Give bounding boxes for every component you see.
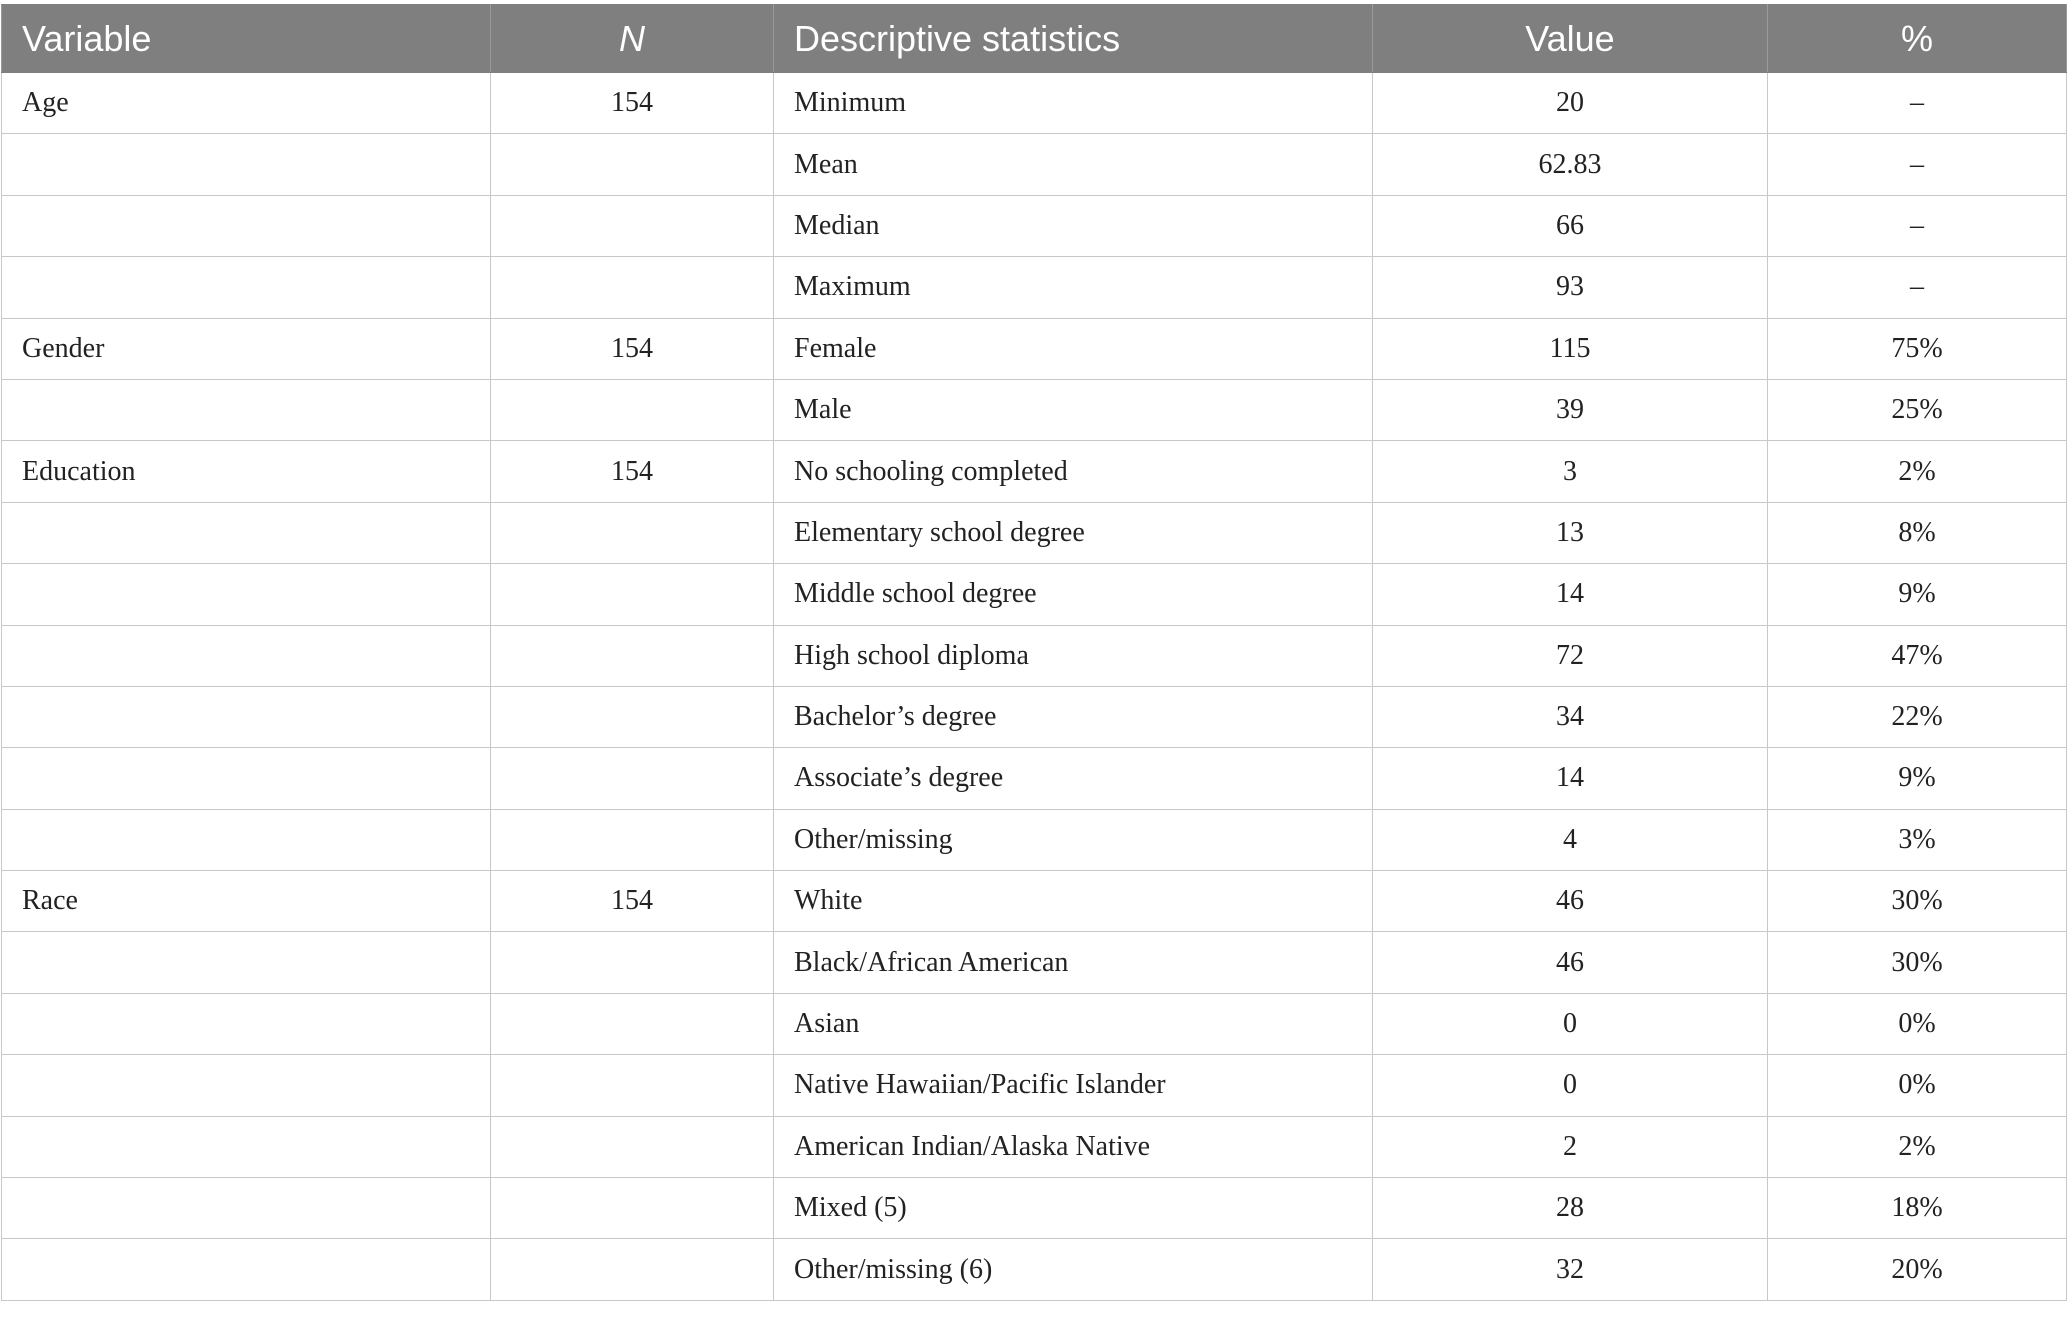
- percent-cell: 30%: [1768, 871, 2067, 932]
- percent-cell: 9%: [1768, 748, 2067, 809]
- percent-cell: 75%: [1768, 318, 2067, 379]
- percent-cell: 20%: [1768, 1239, 2067, 1300]
- n-cell: 154: [491, 441, 774, 502]
- table-row: [2, 1239, 2067, 1300]
- n-cell: [491, 1178, 774, 1239]
- value-cell: 93: [1373, 257, 1768, 318]
- statistic-cell: Other/missing (6): [774, 1239, 1373, 1300]
- table-row: [2, 502, 2067, 563]
- n-cell: [491, 1239, 774, 1300]
- table-row: [2, 134, 2067, 195]
- table-body: [2, 73, 2067, 1301]
- statistic-cell: Bachelor’s degree: [774, 686, 1373, 747]
- variable-cell: [2, 257, 491, 318]
- variable-cell: [2, 625, 491, 686]
- header-row: [2, 5, 2067, 73]
- variable-cell: [2, 195, 491, 256]
- value-cell: 0: [1373, 993, 1768, 1054]
- table-row: [2, 625, 2067, 686]
- value-cell: 14: [1373, 748, 1768, 809]
- percent-cell: 47%: [1768, 625, 2067, 686]
- descriptive-statistics-table: [1, 4, 2067, 1301]
- table-row: [2, 73, 2067, 134]
- statistic-cell: American Indian/Alaska Native: [774, 1116, 1373, 1177]
- value-cell: 66: [1373, 195, 1768, 256]
- header-value: Value: [1373, 5, 1768, 73]
- table-row: [2, 1116, 2067, 1177]
- variable-cell: [2, 993, 491, 1054]
- statistic-cell: Associate’s degree: [774, 748, 1373, 809]
- table-row: [2, 871, 2067, 932]
- variable-cell: Education: [2, 441, 491, 502]
- table-row: [2, 379, 2067, 440]
- table-row: [2, 1055, 2067, 1116]
- variable-cell: [2, 1055, 491, 1116]
- percent-cell: 0%: [1768, 1055, 2067, 1116]
- statistic-cell: Native Hawaiian/Pacific Islander: [774, 1055, 1373, 1116]
- variable-cell: [2, 502, 491, 563]
- table-row: [2, 1178, 2067, 1239]
- n-cell: [491, 932, 774, 993]
- percent-cell: 25%: [1768, 379, 2067, 440]
- percent-cell: 2%: [1768, 1116, 2067, 1177]
- n-cell: [491, 134, 774, 195]
- n-cell: [491, 1055, 774, 1116]
- n-cell: [491, 379, 774, 440]
- table-row: [2, 686, 2067, 747]
- percent-cell: –: [1768, 134, 2067, 195]
- statistic-cell: Elementary school degree: [774, 502, 1373, 563]
- percent-cell: 8%: [1768, 502, 2067, 563]
- percent-cell: 30%: [1768, 932, 2067, 993]
- table-row: [2, 195, 2067, 256]
- table-row: [2, 748, 2067, 809]
- statistic-cell: Middle school degree: [774, 564, 1373, 625]
- n-cell: [491, 625, 774, 686]
- variable-cell: [2, 748, 491, 809]
- percent-cell: 3%: [1768, 809, 2067, 870]
- variable-cell: [2, 379, 491, 440]
- statistic-cell: No schooling completed: [774, 441, 1373, 502]
- n-cell: [491, 1116, 774, 1177]
- statistic-cell: Black/African American: [774, 932, 1373, 993]
- variable-cell: [2, 809, 491, 870]
- table-row: [2, 564, 2067, 625]
- value-cell: 14: [1373, 564, 1768, 625]
- percent-cell: 18%: [1768, 1178, 2067, 1239]
- n-cell: [491, 257, 774, 318]
- variable-cell: [2, 1239, 491, 1300]
- variable-cell: [2, 564, 491, 625]
- value-cell: 2: [1373, 1116, 1768, 1177]
- value-cell: 46: [1373, 871, 1768, 932]
- value-cell: 115: [1373, 318, 1768, 379]
- table-row: [2, 993, 2067, 1054]
- value-cell: 34: [1373, 686, 1768, 747]
- header-variable: Variable: [2, 5, 491, 73]
- statistic-cell: Asian: [774, 993, 1373, 1054]
- n-cell: [491, 195, 774, 256]
- n-cell: [491, 564, 774, 625]
- variable-cell: [2, 932, 491, 993]
- value-cell: 72: [1373, 625, 1768, 686]
- percent-cell: 9%: [1768, 564, 2067, 625]
- variable-cell: [2, 1178, 491, 1239]
- n-cell: 154: [491, 871, 774, 932]
- percent-cell: –: [1768, 195, 2067, 256]
- value-cell: 46: [1373, 932, 1768, 993]
- n-cell: [491, 748, 774, 809]
- n-cell: [491, 993, 774, 1054]
- variable-cell: Age: [2, 73, 491, 134]
- variable-cell: [2, 686, 491, 747]
- header-descriptive-statistics: Descriptive statistics: [774, 5, 1373, 73]
- variable-cell: Race: [2, 871, 491, 932]
- value-cell: 3: [1373, 441, 1768, 502]
- value-cell: 0: [1373, 1055, 1768, 1116]
- table-row: [2, 318, 2067, 379]
- variable-cell: [2, 134, 491, 195]
- percent-cell: –: [1768, 257, 2067, 318]
- n-cell: [491, 686, 774, 747]
- value-cell: 62.83: [1373, 134, 1768, 195]
- statistic-cell: High school diploma: [774, 625, 1373, 686]
- table-row: [2, 932, 2067, 993]
- statistic-cell: Mean: [774, 134, 1373, 195]
- value-cell: 13: [1373, 502, 1768, 563]
- statistic-cell: Maximum: [774, 257, 1373, 318]
- header-percent: %: [1768, 5, 2067, 73]
- statistic-cell: Mixed (5): [774, 1178, 1373, 1239]
- header-n: N: [491, 5, 774, 73]
- table-row: [2, 809, 2067, 870]
- value-cell: 20: [1373, 73, 1768, 134]
- statistic-cell: Other/missing: [774, 809, 1373, 870]
- statistic-cell: Minimum: [774, 73, 1373, 134]
- statistic-cell: Median: [774, 195, 1373, 256]
- table-row: [2, 441, 2067, 502]
- table-header: [2, 5, 2067, 73]
- statistic-cell: White: [774, 871, 1373, 932]
- value-cell: 39: [1373, 379, 1768, 440]
- percent-cell: 2%: [1768, 441, 2067, 502]
- n-cell: 154: [491, 318, 774, 379]
- n-cell: 154: [491, 73, 774, 134]
- n-cell: [491, 502, 774, 563]
- percent-cell: 22%: [1768, 686, 2067, 747]
- variable-cell: Gender: [2, 318, 491, 379]
- table-row: [2, 257, 2067, 318]
- value-cell: 4: [1373, 809, 1768, 870]
- variable-cell: [2, 1116, 491, 1177]
- value-cell: 28: [1373, 1178, 1768, 1239]
- value-cell: 32: [1373, 1239, 1768, 1300]
- n-cell: [491, 809, 774, 870]
- percent-cell: 0%: [1768, 993, 2067, 1054]
- percent-cell: –: [1768, 73, 2067, 134]
- statistic-cell: Male: [774, 379, 1373, 440]
- statistic-cell: Female: [774, 318, 1373, 379]
